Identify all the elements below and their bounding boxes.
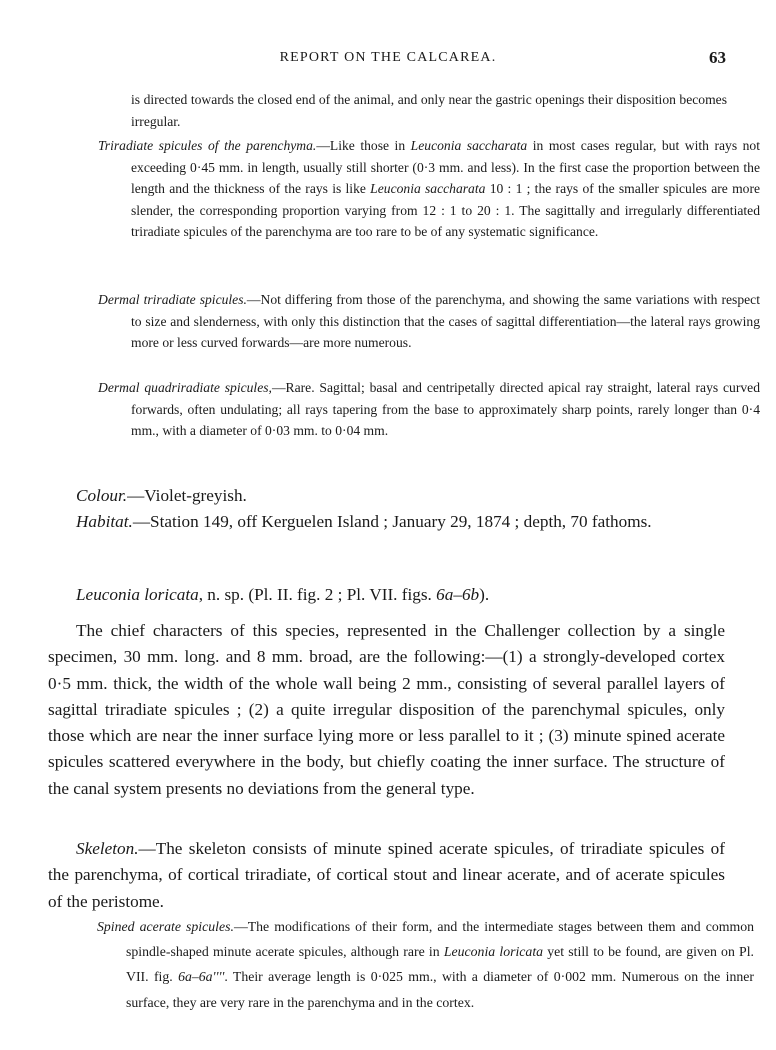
continued-text: is directed towards the closed end of the animal, and only near the gastric openings their disposition becomes irregular. — [131, 92, 727, 129]
spined-heading: Spined acerate spicules. — [97, 919, 234, 934]
continued-paragraph — [131, 89, 727, 132]
dermal-quadriradiate-heading: Dermal quadriradiate spicules, — [98, 380, 272, 395]
main-text: The chief characters of this species, represented in the Challenger collection by a single specimen, 30 mm. long. and 8 mm. broad, are the following:—(1) a strongly-developed cortex 0·5 mm. thick, the width of the whole wall being 2 mm., consisting of several parallel layers of sagittal triradiate spicules ; (2) a quite irregular disposition of the parenchymal spicules, only those which are near the inner surface lying more or less parallel to it ; (3) minute spined acerate spicules scattered everywhere in the body, but chiefly coating the inner surface. The structure of the canal system presents no deviations from the general type. — [48, 621, 725, 798]
colour-label: Colour. — [76, 486, 128, 505]
habitat-label: Habitat. — [76, 512, 133, 531]
dermal-quadriradiate-paragraph — [98, 377, 760, 442]
page-header — [0, 48, 776, 72]
skeleton-paragraph — [48, 836, 725, 915]
triradiate-heading: Triradiate spicules of the parenchyma. — [98, 138, 317, 153]
triradiate-text-1: —Like those in — [316, 138, 411, 153]
colour-line — [76, 483, 756, 509]
species-text-1: , n. sp. (Pl. II. fig. 2 ; Pl. VII. figs. — [198, 585, 437, 604]
page-number: 63 — [709, 48, 726, 67]
spined-text-1: —The modifications of their form, and the intermediate stages between them and common spindle-shaped minute acerate spicules, although rare in — [126, 919, 754, 960]
triradiate-parenchyma-paragraph — [98, 135, 760, 243]
dermal-triradiate-heading: Dermal triradiate spicules. — [98, 292, 247, 307]
spined-species: Leuconia loricata — [443, 944, 544, 960]
dermal-triradiate-paragraph — [98, 289, 760, 354]
colour-text: —Violet-greyish. — [127, 486, 247, 505]
habitat-line — [76, 509, 756, 535]
triradiate-species-1: Leuconia saccharata — [410, 138, 528, 153]
main-paragraph — [48, 618, 725, 802]
skeleton-text: —The skeleton consists of minute spined acerate spicules, of triradiate spicules of the parenchyma, of cortical triradiate, of cortical stout and linear acerate, and of acerate spicules of the peristome. — [48, 839, 725, 911]
spined-fig-ref: 6a–6a'''' — [178, 969, 225, 985]
spined-acerate-paragraph — [97, 914, 754, 1015]
spined-text-3: . Their average length is 0·025 mm., with a diameter of 0·002 mm. Numerous on the inner surface, they are very rare in the parenchyma and in the cortex. — [126, 969, 754, 1010]
species-name: Leuconia loricata — [76, 585, 199, 604]
dermal-quadriradiate-text: —Rare. Sagittal; basal and centripetally directed apical ray straight, lateral rays curved forwards, often undulating; all rays tapering from the base to approximately sharp points, rarely longer than 0·4 mm., with a diameter of 0·03 mm. to 0·04 mm. — [131, 380, 760, 439]
habitat-text: —Station 149, off Kerguelen Island ; January 29, 1874 ; depth, 70 fathoms. — [132, 512, 652, 531]
dermal-triradiate-text: —Not differing from those of the parenchyma, and showing the same variations with respect to size and slenderness, with only this distinction that the cases of sagittal differentiation—the lateral rays growing more or less curved forwards—are more numerous. — [131, 292, 760, 351]
skeleton-label: Skeleton. — [76, 839, 139, 858]
species-figs: 6a–6b — [436, 585, 480, 604]
species-text-2: ). — [479, 585, 490, 604]
spined-text-2: yet still to be found, are given on Pl. VII. fig. — [126, 944, 754, 985]
running-title: REPORT ON THE CALCAREA. — [279, 50, 497, 65]
triradiate-species-2: Leuconia saccharata — [370, 181, 486, 197]
triradiate-text-3: 10 : 1 ; the rays of the smaller spicules are more slender, the corresponding proportion varying from 12 : 1 to 20 : 1. The sagittally and irregularly differentiated triradiate spicules of the parenchyma are too rare to be of any systematic significance. — [131, 181, 761, 240]
species-heading — [76, 582, 756, 608]
triradiate-text-2: in most cases regular, but with rays not exceeding 0·45 mm. in length, usually still shorter (0·3 mm. and less). In the first case the proportion between the length and the thickness of the rays is like — [131, 138, 760, 197]
